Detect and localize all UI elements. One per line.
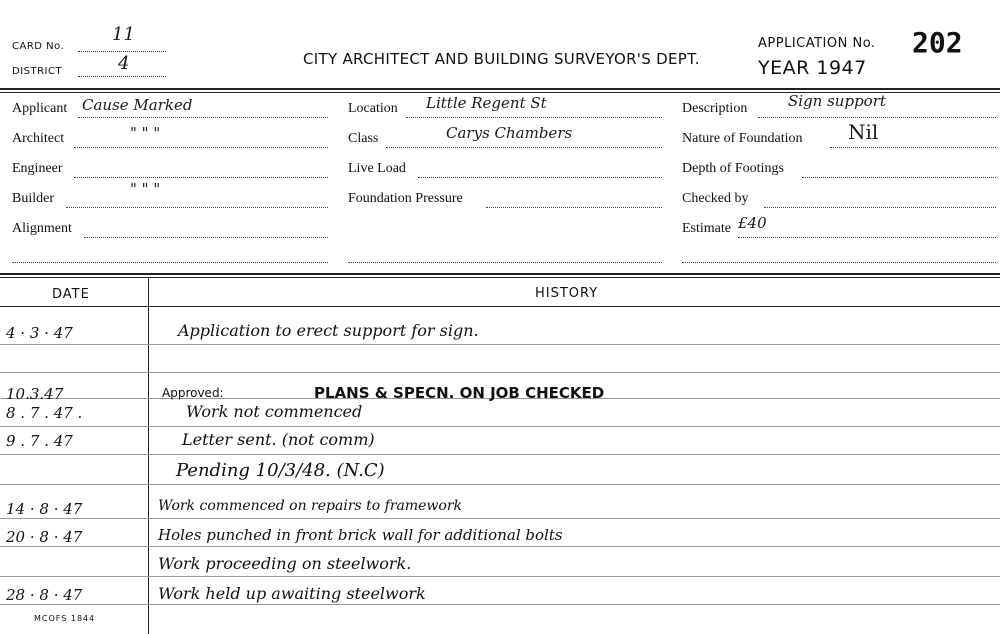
foundation-pressure-line <box>486 207 662 208</box>
architect-value: " " " <box>130 124 161 142</box>
engineer-label: Engineer <box>12 161 63 176</box>
architect-line <box>74 147 328 148</box>
row-line <box>0 518 1000 519</box>
builder-value: " " " <box>130 180 161 198</box>
blank-line-2 <box>348 262 662 263</box>
checked-by-line <box>764 207 996 208</box>
builder-line <box>66 207 328 208</box>
history-entry: Application to erect support for sign. <box>178 321 479 340</box>
description-value: Sign support <box>788 92 886 110</box>
alignment-label: Alignment <box>12 221 72 236</box>
history-entry: Holes punched in front brick wall for additional bolts <box>158 526 563 544</box>
application-label: APPLICATION No. <box>758 36 876 51</box>
form-footer: MCOFS 1844 <box>34 614 96 623</box>
live-load-line <box>418 177 662 178</box>
alignment-line <box>84 237 328 238</box>
card-no-line <box>78 51 166 52</box>
column-divider <box>148 278 149 634</box>
history-entry: Pending 10/3/48. (N.C) <box>176 460 385 481</box>
location-line <box>406 117 662 118</box>
history-entry: Work not commenced <box>186 402 363 421</box>
history-date: 10.3.47 <box>6 385 64 403</box>
history-entry-prefix: Approved: <box>162 386 224 400</box>
history-date: 28 · 8 · 47 <box>6 586 83 604</box>
description-label: Description <box>682 101 748 116</box>
estimate-line <box>738 237 996 238</box>
date-column-header: DATE <box>52 287 90 302</box>
builder-label: Builder <box>12 191 54 206</box>
row-line <box>0 546 1000 547</box>
class-value: Carys Chambers <box>446 124 573 142</box>
history-top-rule <box>0 273 1000 275</box>
checked-stamp: PLANS & SPECN. ON JOB CHECKED <box>314 384 605 402</box>
row-line <box>0 576 1000 577</box>
depth-of-footings-line <box>802 177 996 178</box>
nature-of-foundation-value: Nil <box>848 120 879 144</box>
card-no-value: 11 <box>112 24 135 45</box>
district-label: DISTRICT <box>12 66 63 77</box>
location-value: Little Regent St <box>426 94 547 112</box>
row-line <box>0 454 1000 455</box>
foundation-pressure-label: Foundation Pressure <box>348 191 463 206</box>
history-date: 9 . 7 . 47 <box>6 432 73 450</box>
engineer-line <box>74 177 328 178</box>
history-date: 20 · 8 · 47 <box>6 528 83 546</box>
card-no-label: CARD No. <box>12 41 65 52</box>
district-line <box>78 76 166 77</box>
history-entry: Work commenced on repairs to framework <box>158 498 463 514</box>
blank-line-1 <box>12 262 328 263</box>
header-rule <box>0 88 1000 90</box>
history-entry: Work proceeding on steelwork. <box>158 554 412 573</box>
applicant-label: Applicant <box>12 101 68 116</box>
depth-of-footings-label: Depth of Footings <box>682 161 784 176</box>
estimate-label: Estimate <box>682 221 731 236</box>
architect-label: Architect <box>12 131 65 146</box>
year-label: YEAR 1947 <box>758 57 867 79</box>
class-label: Class <box>348 131 379 146</box>
blank-line-3 <box>682 262 996 263</box>
application-number: 202 <box>912 26 963 59</box>
row-line <box>0 604 1000 605</box>
applicant-value: Cause Marked <box>82 96 193 114</box>
class-line <box>386 147 662 148</box>
history-date: 8 . 7 . 47 . <box>6 404 83 422</box>
history-header-rule <box>0 306 1000 307</box>
history-column-header: HISTORY <box>535 286 599 301</box>
department-title: CITY ARCHITECT AND BUILDING SURVEYOR'S DEPT. <box>303 50 700 68</box>
description-line <box>758 117 996 118</box>
row-line <box>0 484 1000 485</box>
history-date: 4 · 3 · 47 <box>6 324 73 342</box>
nature-of-foundation-line <box>830 147 996 148</box>
row-line <box>0 344 1000 345</box>
checked-by-label: Checked by <box>682 191 749 206</box>
history-entry: Letter sent. (not comm) <box>182 430 375 449</box>
live-load-label: Live Load <box>348 161 406 176</box>
row-line <box>0 426 1000 427</box>
history-date: 14 · 8 · 47 <box>6 500 83 518</box>
location-label: Location <box>348 101 398 116</box>
district-value: 4 <box>118 53 130 74</box>
row-line <box>0 372 1000 373</box>
applicant-line <box>78 117 328 118</box>
estimate-value: £40 <box>738 214 767 232</box>
nature-of-foundation-label: Nature of Foundation <box>682 131 803 146</box>
history-top-rule-inner <box>0 277 1000 278</box>
history-entry: Work held up awaiting steelwork <box>158 584 426 603</box>
